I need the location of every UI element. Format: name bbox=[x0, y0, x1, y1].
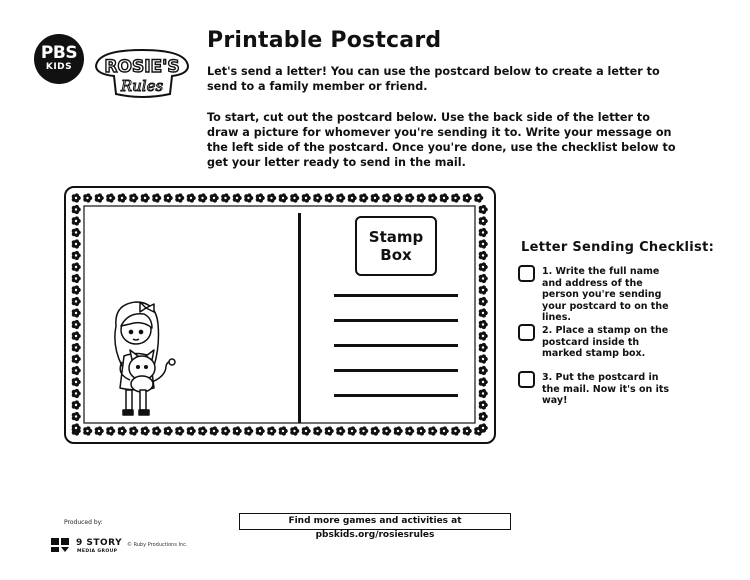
border-flower bbox=[479, 274, 488, 283]
border-flower bbox=[405, 193, 414, 202]
border-flower bbox=[221, 426, 230, 435]
border-flower bbox=[428, 193, 437, 202]
produced-by-label: Produced by: bbox=[64, 519, 103, 526]
copyright-text: © Ruby Productions Inc. bbox=[127, 542, 188, 548]
border-flower bbox=[479, 389, 488, 398]
border-flower bbox=[129, 193, 138, 202]
border-flower bbox=[279, 193, 288, 202]
rosies-logo-text: ROSIE'S bbox=[104, 57, 180, 77]
border-flower bbox=[479, 366, 488, 375]
border-flower bbox=[256, 193, 265, 202]
border-flower bbox=[479, 423, 488, 432]
stamp-box bbox=[355, 216, 437, 276]
border-flower bbox=[72, 239, 81, 248]
border-flower bbox=[290, 193, 299, 202]
border-flower bbox=[474, 193, 483, 202]
border-flower bbox=[72, 389, 81, 398]
border-flower bbox=[210, 193, 219, 202]
border-flower bbox=[479, 331, 488, 340]
address-line bbox=[334, 394, 458, 397]
border-flower bbox=[479, 228, 488, 237]
border-flower bbox=[313, 193, 322, 202]
nine-story-logo-icon bbox=[49, 536, 73, 554]
checklist-item-1: 1. Write the full name and address of the person you're sending your postcard to on the lines. bbox=[542, 266, 669, 323]
border-flower bbox=[72, 320, 81, 329]
border-flower bbox=[336, 426, 345, 435]
kids-logo-text: KIDS bbox=[45, 62, 73, 72]
border-flower bbox=[417, 193, 426, 202]
checklist-checkbox-1[interactable] bbox=[518, 265, 535, 282]
border-flower bbox=[371, 193, 380, 202]
border-flower bbox=[279, 426, 288, 435]
border-flower bbox=[210, 426, 219, 435]
border-flower bbox=[95, 193, 104, 202]
border-flower bbox=[72, 400, 81, 409]
checklist-checkbox-2[interactable] bbox=[518, 324, 535, 341]
border-flower bbox=[72, 297, 81, 306]
border-flower bbox=[479, 251, 488, 260]
pbs-logo-text: PBS bbox=[40, 43, 78, 63]
rules-logo-text: Rules bbox=[120, 77, 164, 95]
address-line bbox=[334, 369, 458, 372]
border-flower bbox=[187, 426, 196, 435]
border-flower bbox=[141, 426, 150, 435]
border-flower bbox=[463, 426, 472, 435]
border-flower bbox=[187, 193, 196, 202]
border-flower bbox=[118, 426, 127, 435]
border-flower bbox=[72, 251, 81, 260]
border-flower bbox=[72, 216, 81, 225]
border-flower bbox=[129, 426, 138, 435]
border-flower bbox=[313, 426, 322, 435]
border-flower bbox=[72, 331, 81, 340]
border-flower bbox=[106, 193, 115, 202]
address-line bbox=[334, 319, 458, 322]
border-flower bbox=[175, 426, 184, 435]
rosies-rules-logo bbox=[92, 44, 192, 100]
border-flower bbox=[72, 228, 81, 237]
border-flower bbox=[83, 426, 92, 435]
border-flower bbox=[95, 426, 104, 435]
border-flower bbox=[479, 285, 488, 294]
border-flower bbox=[72, 285, 81, 294]
border-flower bbox=[244, 193, 253, 202]
border-flower bbox=[267, 193, 276, 202]
border-flower bbox=[198, 193, 207, 202]
border-flower bbox=[152, 426, 161, 435]
border-flower bbox=[463, 193, 472, 202]
border-flower bbox=[479, 377, 488, 386]
border-flower bbox=[451, 426, 460, 435]
border-flower bbox=[302, 426, 311, 435]
border-flower bbox=[325, 193, 334, 202]
border-flower bbox=[405, 426, 414, 435]
postcard-divider bbox=[298, 213, 301, 423]
border-flower bbox=[417, 426, 426, 435]
border-flower bbox=[290, 426, 299, 435]
border-flower bbox=[164, 193, 173, 202]
border-flower bbox=[244, 426, 253, 435]
pbskids-link[interactable]: Find more games and activities at pbskids.org/rosiesrules bbox=[239, 513, 511, 530]
border-flower bbox=[479, 216, 488, 225]
border-flower bbox=[479, 308, 488, 317]
border-flower bbox=[440, 426, 449, 435]
border-flower bbox=[382, 193, 391, 202]
border-flower bbox=[141, 193, 150, 202]
address-line bbox=[334, 344, 458, 347]
border-flower bbox=[233, 426, 242, 435]
stamp-label-line2: Box bbox=[380, 246, 412, 264]
border-flower bbox=[348, 193, 357, 202]
border-flower bbox=[348, 426, 357, 435]
border-flower bbox=[72, 262, 81, 271]
border-flower bbox=[72, 377, 81, 386]
postcard bbox=[64, 186, 496, 444]
border-flower bbox=[359, 193, 368, 202]
rosie-with-cat-illustration bbox=[96, 296, 196, 421]
border-flower bbox=[233, 193, 242, 202]
intro-paragraph-2: To start, cut out the postcard below. Use the back side of the letter to draw a picture for whomever you're sending it to. Write your message on the left side of the postcard. Once you're done, use the checklist below to get your letter ready to send in the mail. bbox=[207, 111, 676, 169]
border-flower bbox=[221, 193, 230, 202]
border-flower bbox=[118, 193, 127, 202]
border-flower bbox=[152, 193, 161, 202]
nine-story-logo-text: 9 STORY bbox=[76, 538, 123, 548]
border-flower bbox=[479, 205, 488, 214]
checklist-item-3: 3. Put the postcard in the mail. Now it's on its way! bbox=[542, 372, 670, 406]
border-flower bbox=[394, 193, 403, 202]
stamp-label-line1: Stamp bbox=[368, 228, 424, 246]
border-flower bbox=[479, 354, 488, 363]
border-flower bbox=[72, 412, 81, 421]
border-flower bbox=[371, 426, 380, 435]
border-flower bbox=[72, 308, 81, 317]
checklist-item-2: 2. Place a stamp on the postcard inside th marked stamp box. bbox=[542, 325, 669, 359]
border-flower bbox=[428, 426, 437, 435]
checklist-title: Letter Sending Checklist: bbox=[521, 240, 715, 255]
page-title: Printable Postcard bbox=[207, 28, 442, 53]
border-flower bbox=[302, 193, 311, 202]
border-flower bbox=[267, 426, 276, 435]
border-flower bbox=[72, 343, 81, 352]
border-flower bbox=[359, 426, 368, 435]
border-flower bbox=[256, 426, 265, 435]
border-flower bbox=[479, 343, 488, 352]
border-flower bbox=[72, 274, 81, 283]
border-flower bbox=[479, 239, 488, 248]
border-flower bbox=[72, 205, 81, 214]
border-flower bbox=[382, 426, 391, 435]
pbs-kids-logo bbox=[34, 34, 84, 84]
nine-story-logo-subtext: MEDIA GROUP bbox=[77, 549, 118, 554]
border-flower bbox=[451, 193, 460, 202]
border-flower bbox=[325, 426, 334, 435]
border-flower bbox=[198, 426, 207, 435]
border-flower bbox=[72, 366, 81, 375]
border-flower bbox=[479, 412, 488, 421]
border-flower bbox=[175, 193, 184, 202]
address-line bbox=[334, 294, 458, 297]
border-flower bbox=[83, 193, 92, 202]
border-flower bbox=[440, 193, 449, 202]
border-flower bbox=[106, 426, 115, 435]
border-flower bbox=[479, 400, 488, 409]
border-flower bbox=[336, 193, 345, 202]
border-flower bbox=[479, 297, 488, 306]
border-flower bbox=[72, 354, 81, 363]
border-flower bbox=[394, 426, 403, 435]
checklist-checkbox-3[interactable] bbox=[518, 371, 535, 388]
border-flower bbox=[479, 262, 488, 271]
intro-paragraph-1: Let's send a letter! You can use the postcard below to create a letter to send to a family member or friend. bbox=[207, 65, 660, 93]
border-flower bbox=[72, 193, 81, 202]
border-flower bbox=[164, 426, 173, 435]
border-flower bbox=[479, 320, 488, 329]
